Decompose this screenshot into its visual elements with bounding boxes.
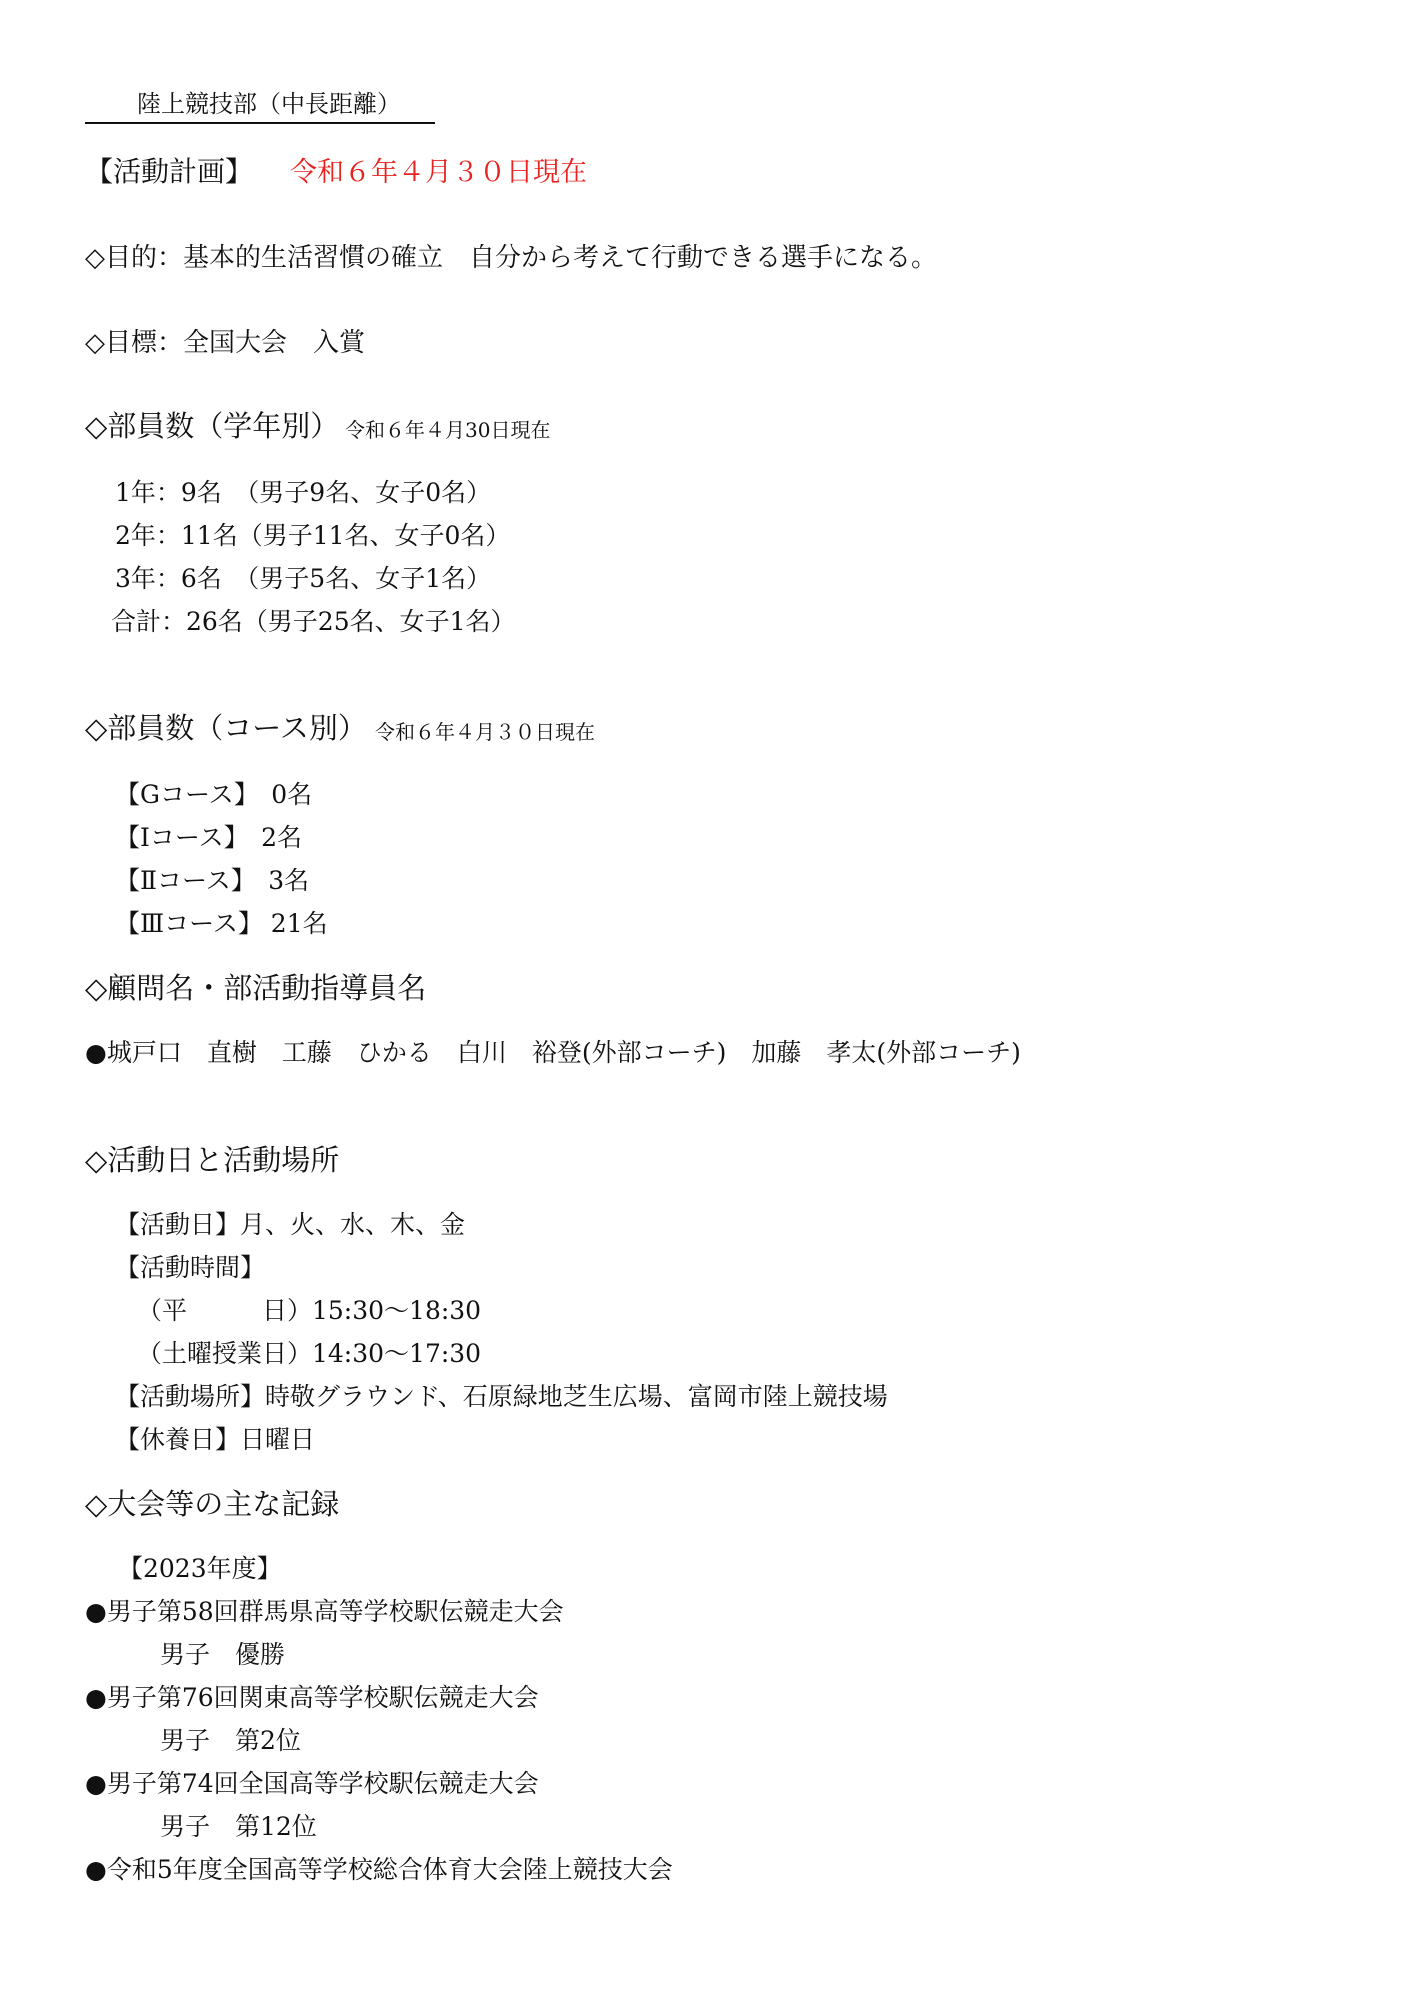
activity-hours-saturday: （土曜授業日）14:30〜17:30 <box>137 1339 482 1368</box>
course-row-3: 【Ⅲコース】 21名 <box>115 909 328 938</box>
grade-row-3: 3年：6名 （男子5名、女子1名） <box>115 564 492 593</box>
record-result-2: 男子 第2位 <box>160 1726 301 1755</box>
record-event-2: ●男子第76回関東高等学校駅伝競走大会 <box>85 1683 539 1712</box>
club-name: 陸上競技部（中長距離） <box>85 92 435 124</box>
activity-holiday: 【休養日】日曜日 <box>115 1425 316 1454</box>
course-row-g: 【Gコース】 0名 <box>115 780 313 809</box>
record-result-3: 男子 第12位 <box>160 1812 317 1841</box>
members-grade-heading: ◇部員数（学年別） <box>85 409 340 443</box>
record-result-1: 男子 優勝 <box>160 1640 286 1669</box>
course-row-1: 【Ⅰコース】 2名 <box>115 823 303 852</box>
members-course-note: 令和６年４月３０日現在 <box>375 720 595 744</box>
grade-row-1: 1年：9名 （男子9名、女子0名） <box>115 478 492 507</box>
activity-hours-label: 【活動時間】 <box>115 1253 266 1282</box>
course-row-2: 【Ⅱコース】 3名 <box>115 866 310 895</box>
activity-days: 【活動日】月、火、水、木、金 <box>115 1210 466 1239</box>
goal-heading: ◇目標：全国大会 入賞 <box>85 328 365 358</box>
plan-label: 【活動計画】 <box>85 155 254 188</box>
activity-places: 【活動場所】時敬グラウンド、石原緑地芝生広場、富岡市陸上競技場 <box>115 1382 888 1411</box>
members-course-heading: ◇部員数（コース別） <box>85 711 367 745</box>
record-event-4: ●令和5年度全国高等学校総合体育大会陸上競技大会 <box>85 1855 673 1884</box>
advisors-heading: ◇顧問名・部活動指導員名 <box>85 971 427 1005</box>
purpose-heading: ◇目的：基本的生活習慣の確立 自分から考えて行動できる選手になる。 <box>85 243 937 273</box>
advisor-names: ●城戸口 直樹 工藤 ひかる 白川 裕登(外部コーチ) 加藤 孝太(外部コーチ) <box>85 1038 1021 1067</box>
grade-row-total: 合計：26名（男子25名、女子1名） <box>111 607 516 636</box>
records-year: 【2023年度】 <box>118 1554 282 1583</box>
as-of-date: 令和６年４月３０日現在 <box>290 157 587 188</box>
grade-row-2: 2年：11名（男子11名、女子0名） <box>115 521 511 550</box>
record-event-3: ●男子第74回全国高等学校駅伝競走大会 <box>85 1769 539 1798</box>
activity-heading: ◇活動日と活動場所 <box>85 1143 340 1177</box>
records-heading: ◇大会等の主な記録 <box>85 1487 340 1521</box>
record-event-1: ●男子第58回群馬県高等学校駅伝競走大会 <box>85 1597 564 1626</box>
members-grade-note: 令和６年４月30日現在 <box>345 418 551 442</box>
activity-hours-weekday: （平 日）15:30〜18:30 <box>137 1296 482 1325</box>
